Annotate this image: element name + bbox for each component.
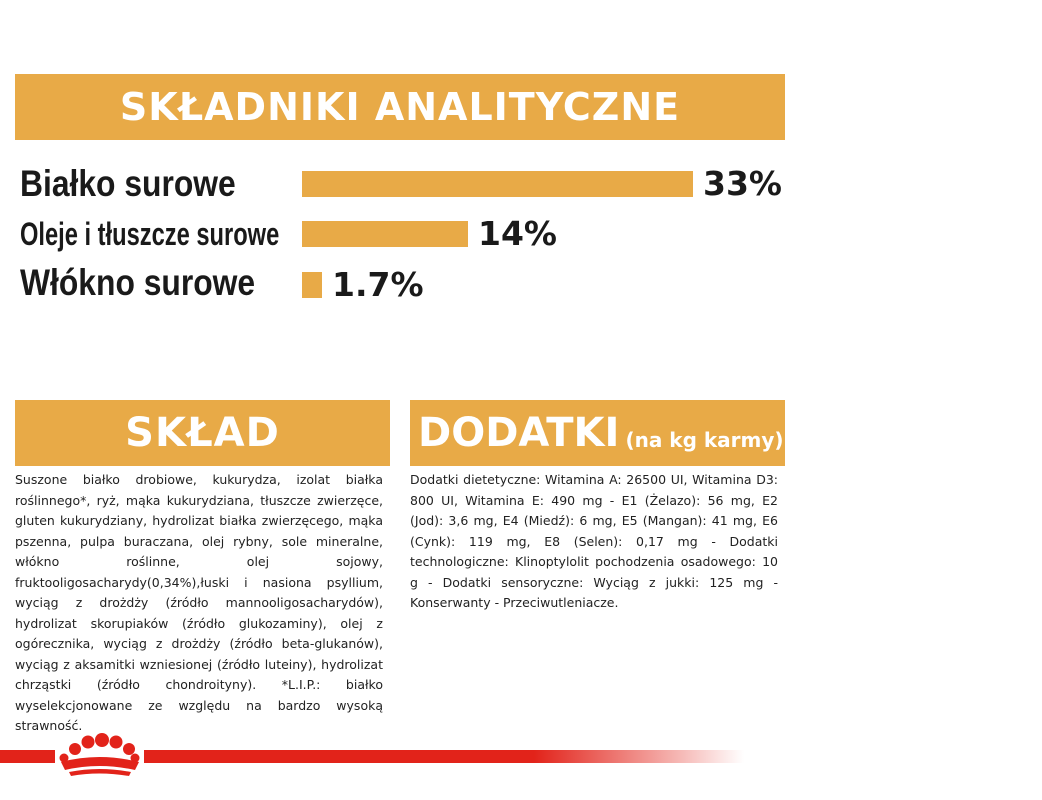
analytic-bar-protein — [302, 171, 693, 197]
dodatki-text: Dodatki dietetyczne: Witamina A: 26500 UI, Witamina D3: 800 UI, Witamina E: 490 mg - E1 (Żelazo): 56 mg, E2 (Jod): 3,6 mg, E4 (Miedź): 6 mg, E5 (Mangan): 41 mg, E6 (Cynk): 119 mg, E8 (Selen): 0,17 mg - Dodatki technologiczne: Klinoptylolit pochodzenia osadowego: 10 g - Dodatki sensoryczne: Wyciąg z jukki: 125 mg - Konserwanty - Przeciwutleniacze. — [410, 472, 778, 610]
analytic-value-fat: 14% — [478, 214, 557, 253]
royal-canin-crown-icon — [55, 732, 143, 780]
footer-red-line-left — [0, 750, 55, 763]
analytic-label-fiber: Włókno surowe — [20, 262, 256, 303]
sklad-text: Suszone białko drobiowe, kukurydza, izolat białka roślinnego*, ryż, mąka kukurydziana, tłuszcze zwierzęce, gluten kukurydziany, hydrolizat białka zwierzęcego, mąka pszenna, pulpa buraczana, olej rybny, sole mineralne, włókno roślinne, olej sojowy, fruktooligosacharydy(0,34%),łuski i nasiona psyllium, wyciąg z drożdży (źródło mannooligosacharydów), hydrolizat skorupiaków (źródło glukozaminy), olej z ogórecznika, wyciąg z drożdży (źródło beta-glukanów), wyciąg z aksamitki wzniesionej (źródło luteiny), hydrolizat chrząstki (źródło chondroityny). *L.I.P.: białko wyselekcjonowane ze względu na bardzo wysoką strawność. — [15, 472, 383, 733]
analytic-title: SKŁADNIKI ANALITYCZNE — [119, 85, 681, 129]
analytic-value-protein: 33% — [703, 164, 782, 203]
dodatki-subtitle: (na kg karmy) — [625, 428, 784, 452]
footer-red-line-right — [144, 750, 744, 763]
analytic-title-banner — [15, 74, 785, 140]
sklad-title: SKŁAD — [125, 410, 280, 456]
dodatki-title-banner — [410, 400, 785, 466]
analytic-value-fiber: 1.7% — [332, 265, 424, 304]
sklad-title-banner — [15, 400, 390, 466]
analytic-label-protein: Białko surowe — [20, 163, 236, 204]
analytic-bar-fat — [302, 221, 468, 247]
analytic-label-fat: Oleje i tłuszcze surowe — [20, 216, 280, 252]
dodatki-title: DODATKI — [418, 410, 620, 456]
analytic-bar-fiber — [302, 272, 322, 298]
